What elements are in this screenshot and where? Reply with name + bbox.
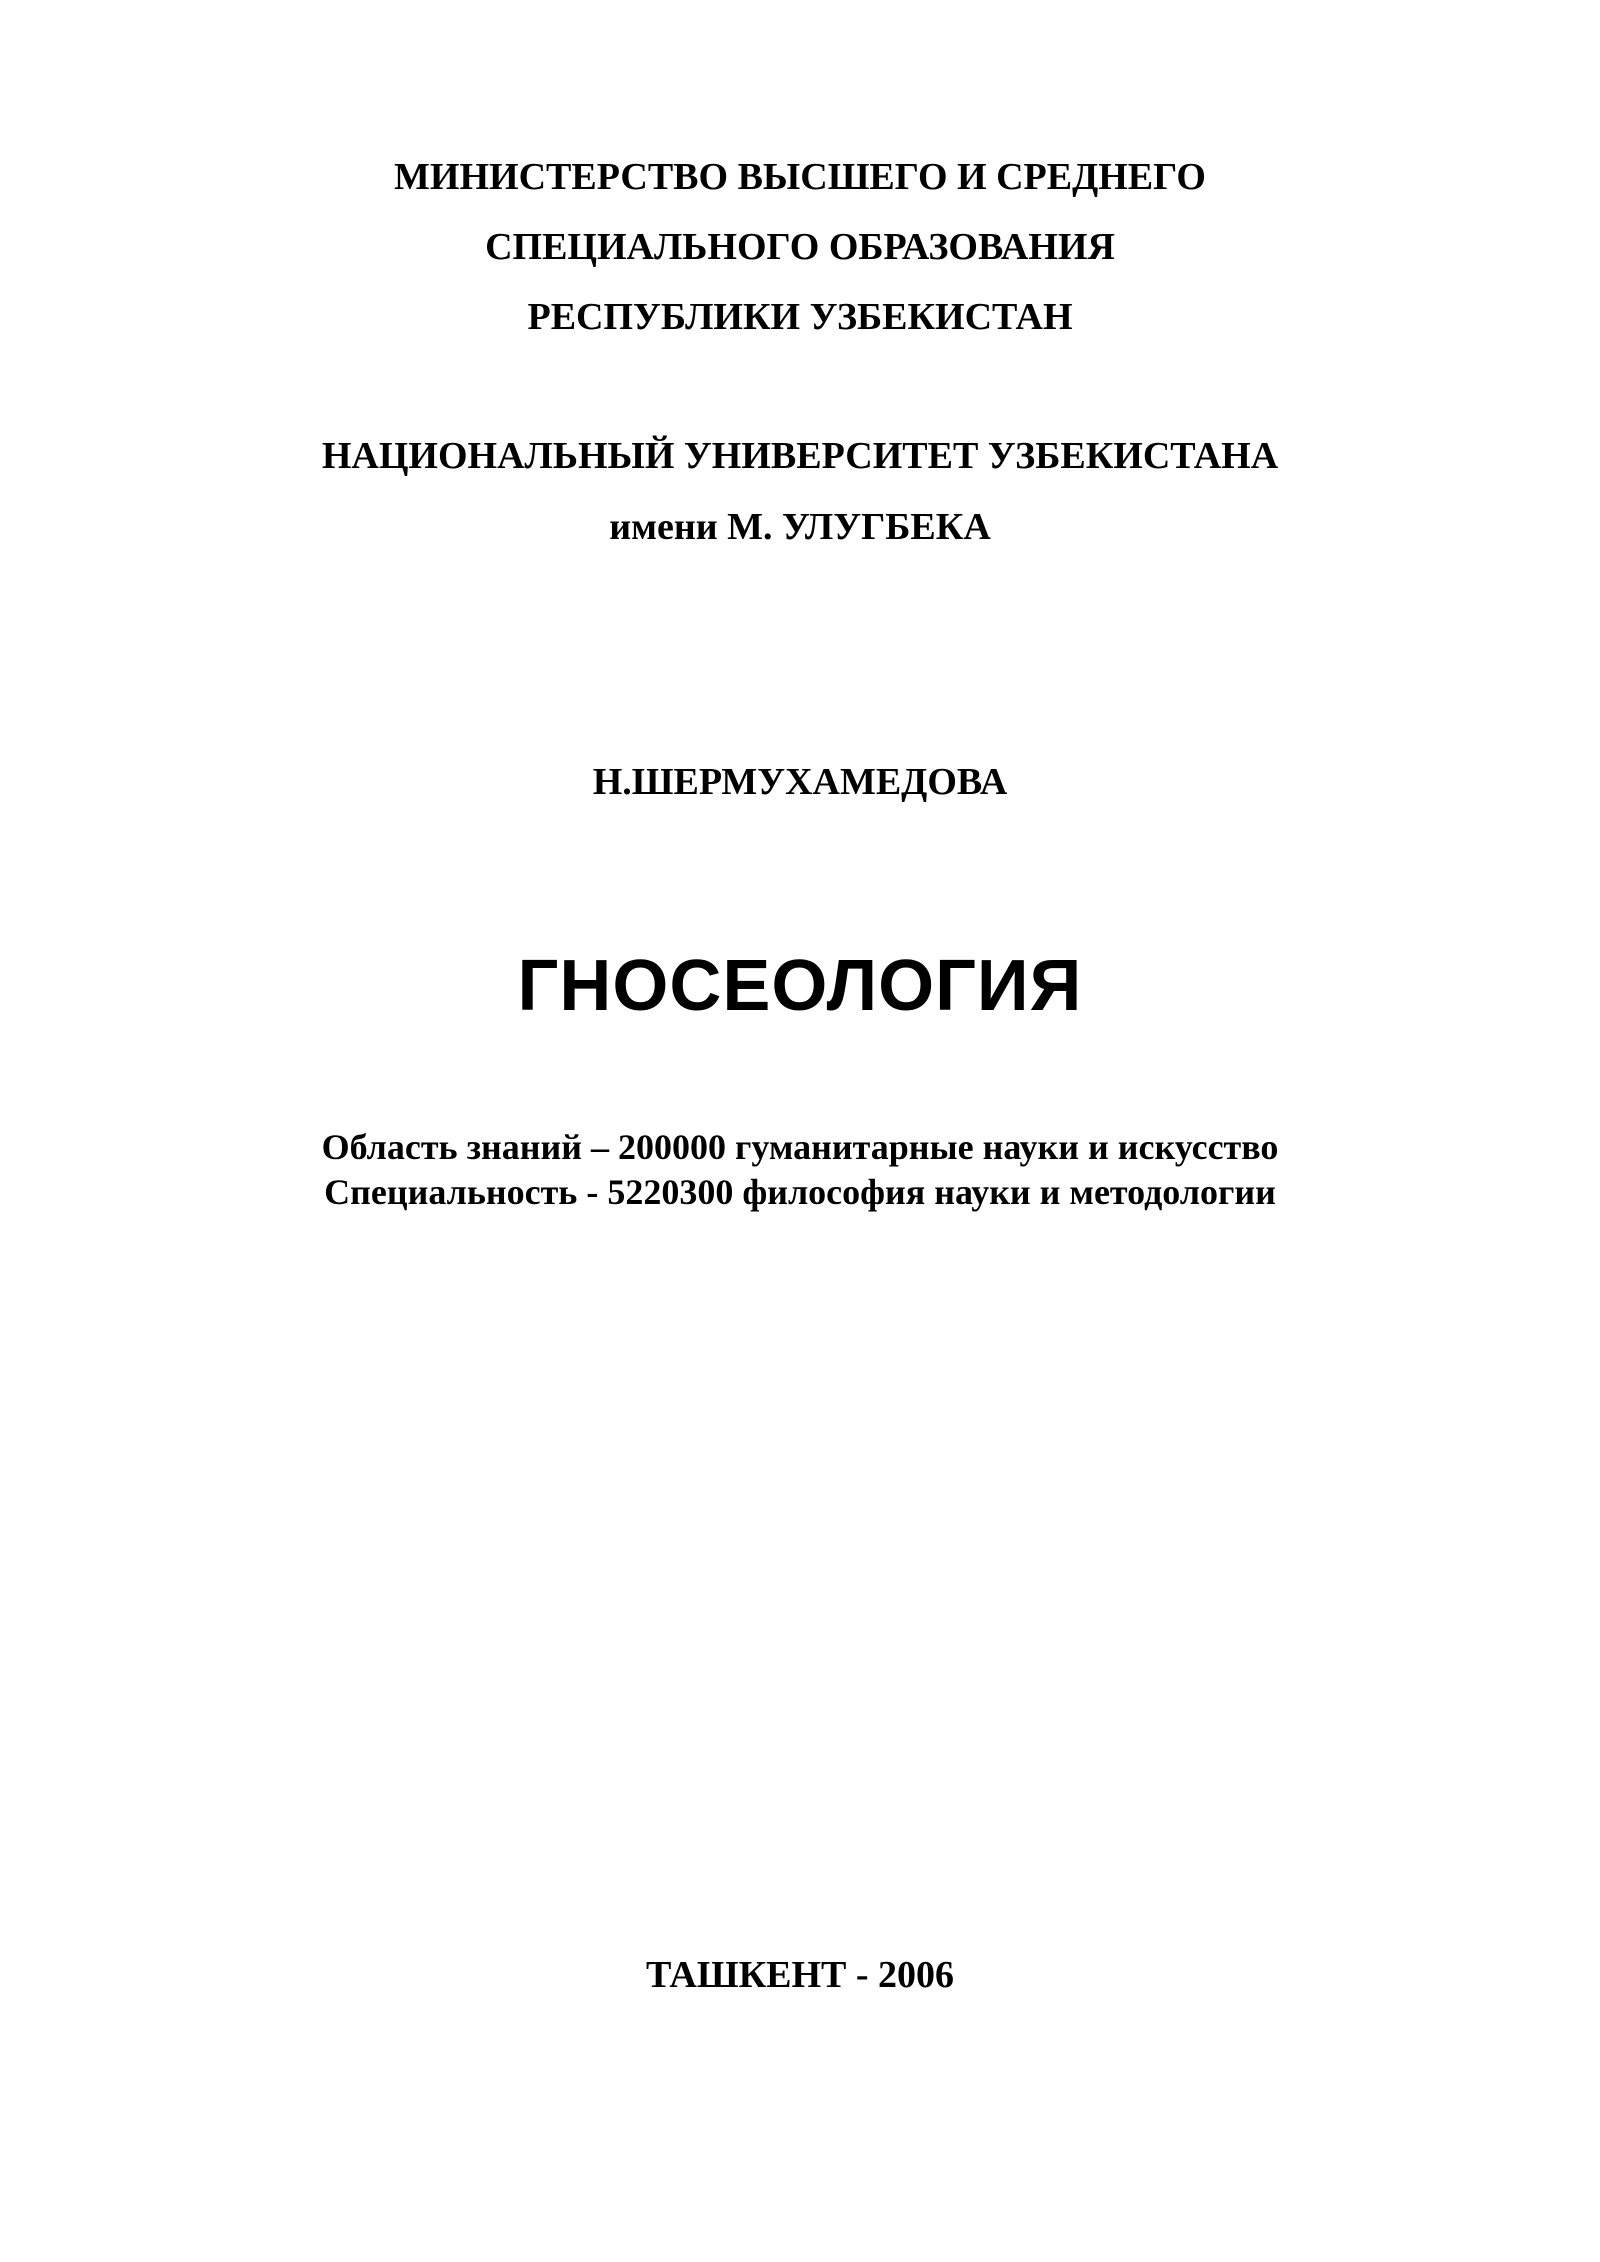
ministry-line-1: МИНИСТЕРСТВО ВЫСШЕГО И СРЕДНЕГО: [394, 156, 1206, 198]
ministry-line-2: СПЕЦИАЛЬНОГО ОБРАЗОВАНИЯ: [485, 226, 1115, 268]
university-line-1: НАЦИОНАЛЬНЫЙ УНИВЕРСИТЕТ УЗБЕКИСТАНА: [321, 435, 1279, 477]
document-title: ГНОСЕОЛОГИЯ: [517, 946, 1083, 1026]
field-of-knowledge: Область знаний – 200000 гуманитарные науки и искусство: [321, 1127, 1279, 1167]
ministry-line-3: РЕСПУБЛИКИ УЗБЕКИСТАН: [527, 296, 1073, 338]
university-line-2: имени М. УЛУГБЕКА: [609, 506, 991, 548]
author-name: Н.ШЕРМУХАМЕДОВА: [592, 761, 1008, 803]
imprint-city-year: ТАШКЕНТ - 2006: [645, 1954, 955, 1996]
specialty: Специальность - 5220300 философия науки и методологии: [324, 1172, 1276, 1212]
